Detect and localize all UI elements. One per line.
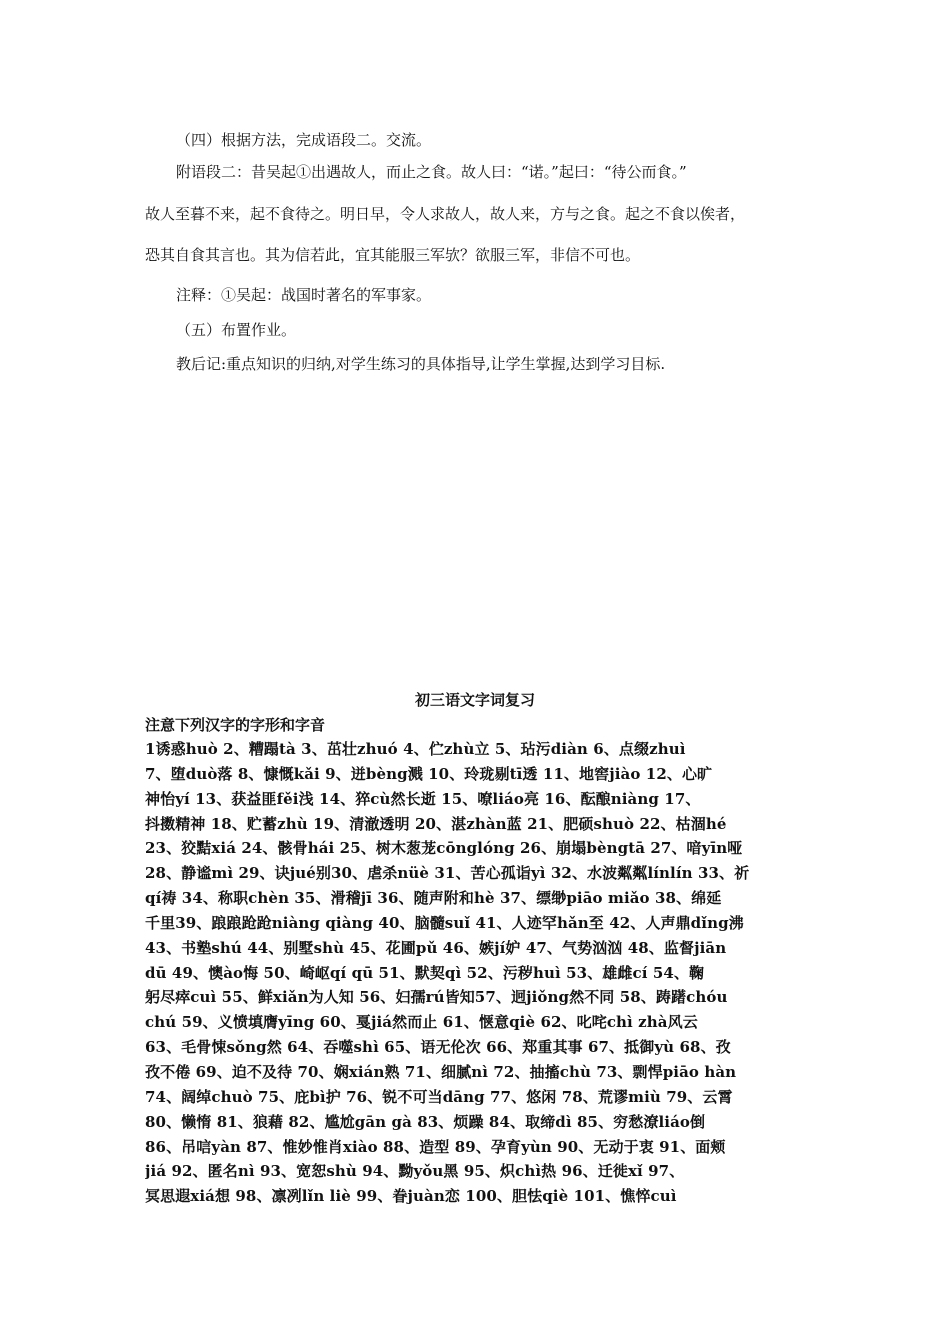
vocab-line: 63、毛骨悚sǒng然 64、吞噬shì 65、语无伦次 66、郑重其事 67、抵御yù 68、孜 — [145, 1038, 731, 1057]
vocab-line: 神怡yí 13、获益匪fěi浅 14、猝cù然长逝 15、嘹liáo亮 16、酝酿niàng 17、 — [145, 789, 701, 808]
step-four-heading: （四）根据方法，完成语段二。交流。 — [176, 131, 432, 149]
passage-two-line-1: 附语段二：昔吴起①出遇故人，而止之食。故人曰：“诺。”起曰：“待公而食。” — [176, 163, 687, 181]
vocab-section-subtitle: 注意下列汉字的字形和字音 — [145, 716, 326, 734]
vocab-line: 冥思遐xiá想 98、凛冽lǐn liè 99、眷juàn恋 100、胆怯qiè 101、憔悴cuì — [145, 1187, 677, 1206]
vocab-line: 80、懒惰 81、狼藉 82、尴尬gān gà 83、烦躁 84、取缔dì 85、穷愁潦liáo倒 — [145, 1112, 706, 1131]
vocab-line: chú 59、义愤填膺yīng 60、戛jiá然而止 61、惬意qiè 62、叱咤chì zhà风云 — [145, 1013, 698, 1032]
passage-two-line-2: 故人至暮不来，起不食待之。明日早，令人求故人，故人来，方与之食。起之不食以俟者， — [145, 205, 746, 223]
vocab-line: 86、吊唁yàn 87、惟妙惟肖xiào 88、造型 89、孕育yùn 90、无动于衷 91、面颊 — [145, 1137, 726, 1156]
vocab-line: 抖擞精神 18、贮蓄zhù 19、清澈透明 20、湛zhàn蓝 21、肥硕shuò 22、枯涸hé — [145, 814, 727, 833]
vocab-line: 躬尽瘁cuì 55、鲜xiǎn为人知 56、妇孺rú皆知57、迥jiǒng然不同 58、踌躇chóu — [145, 988, 728, 1007]
vocab-line: 43、书塾shú 44、别墅shù 45、花圃pǔ 46、嫉jí妒 47、气势汹汹 48、监督jiān — [145, 938, 727, 957]
vocab-word-list — [145, 737, 815, 1209]
vocab-line: jiá 92、匿名nì 93、宽恕shù 94、黝yǒu黑 95、炽chì热 96、迁徙xǐ 97、 — [145, 1162, 685, 1181]
vocab-line: 千里39、踉踉跄跄niàng qiàng 40、脑髓suǐ 41、人迹罕hǎn至 42、人声鼎dǐng沸 — [145, 913, 744, 932]
vocab-line: 1诱惑huò 2、糟蹋tà 3、茁壮zhuó 4、伫zhù立 5、玷污diàn 6、点缀zhuì — [145, 740, 686, 758]
vocab-line: dū 49、懊ào悔 50、崎岖qí qū 51、默契qì 52、污秽huì 53、雄雌cí 54、鞠 — [145, 963, 705, 982]
vocab-line: 74、阔绰chuò 75、庇bì护 76、锐不可当dāng 77、悠闲 78、荒谬miù 79、云霄 — [145, 1087, 733, 1106]
vocab-line: 23、狡黠xiá 24、骸骨hái 25、树木葱茏cōnglóng 26、崩塌bèngtā 27、喑yīn哑 — [145, 839, 743, 858]
teaching-afterword: 教后记:重点知识的归纳,对学生练习的具体指导,让学生掌握,达到学习目标. — [176, 355, 666, 373]
annotation-note: 注释：①吴起：战国时著名的军事家。 — [176, 286, 432, 304]
vocab-line: 28、静谧mì 29、诀jué别30、虐杀nüè 31、苦心孤诣yì 32、水波粼粼línlín 33、祈 — [145, 864, 750, 883]
vocab-section-title: 初三语文字词复习 — [414, 691, 535, 709]
vocab-line: 孜不倦 69、迫不及待 70、娴xián熟 71、细腻nì 72、抽搐chù 73、剽悍piāo hàn — [145, 1062, 737, 1081]
step-five-heading: （五）布置作业。 — [176, 321, 297, 339]
passage-two-line-3: 恐其自食其言也。其为信若此，宜其能服三军欤？欲服三军，非信不可也。 — [145, 246, 641, 264]
vocab-line: qí祷 34、称职chèn 35、滑稽jī 36、随声附和hè 37、缥缈piāo miǎo 38、绵延 — [145, 889, 722, 908]
vocab-line: 7、堕duò落 8、慷慨kǎi 9、迸bèng溅 10、玲珑剔tī透 11、地窖jiào 12、心旷 — [145, 764, 713, 783]
